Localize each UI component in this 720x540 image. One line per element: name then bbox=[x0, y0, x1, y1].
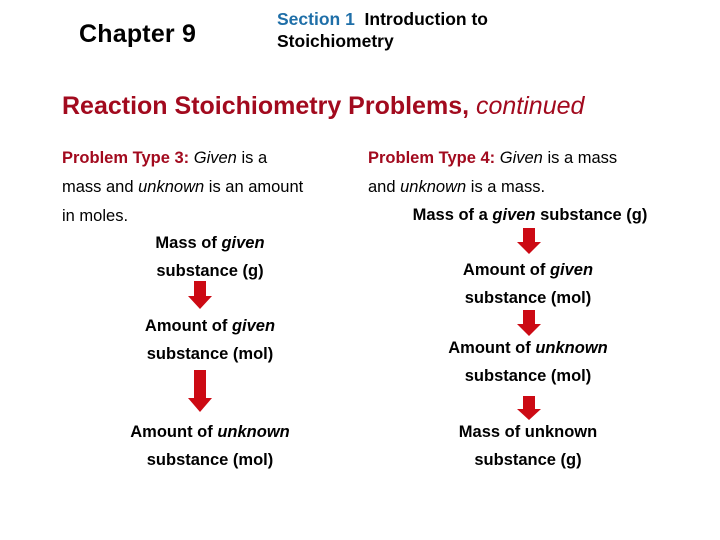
desc-text: is a mass. bbox=[466, 178, 546, 196]
right-step-3 bbox=[418, 334, 638, 390]
section-title-line1: Introduction to bbox=[364, 9, 488, 29]
step-text: substance (g) bbox=[535, 206, 648, 224]
step-text: Amount of bbox=[130, 423, 218, 441]
left-step-2 bbox=[100, 312, 320, 368]
step-emphasis: given bbox=[549, 261, 594, 279]
right-step-1 bbox=[380, 201, 680, 229]
step-text: substance (g) bbox=[474, 451, 582, 469]
step-emphasis: unknown bbox=[535, 339, 608, 357]
step-emphasis: given bbox=[231, 317, 276, 335]
step-text: Amount of bbox=[448, 339, 536, 357]
desc-text: mass and bbox=[62, 178, 139, 196]
section-heading bbox=[277, 8, 488, 52]
slide-title bbox=[62, 92, 584, 121]
step-text: Amount of bbox=[144, 317, 232, 335]
step-text: substance (mol) bbox=[146, 345, 274, 363]
left-step-3 bbox=[100, 418, 320, 474]
desc-text: is a mass bbox=[542, 149, 618, 167]
step-emphasis: given bbox=[221, 234, 265, 252]
chapter-label: Chapter 9 bbox=[79, 20, 197, 48]
down-arrow-icon bbox=[517, 228, 541, 254]
down-arrow-icon bbox=[517, 310, 541, 336]
problem-type-3-label: Problem Type 3: bbox=[62, 149, 190, 167]
slide-title-main: Reaction Stoichiometry Problems, bbox=[62, 92, 470, 120]
unknown-term: unknown bbox=[400, 178, 467, 196]
desc-text: in moles. bbox=[62, 207, 129, 225]
section-title-line2: Stoichiometry bbox=[277, 31, 394, 51]
desc-text: is an amount bbox=[204, 178, 304, 196]
problem-type-3-description bbox=[62, 144, 362, 231]
step-text: Mass of unknown bbox=[458, 423, 598, 441]
left-step-1 bbox=[110, 229, 310, 285]
step-text: substance (mol) bbox=[464, 289, 592, 307]
step-text: substance (mol) bbox=[146, 451, 274, 469]
section-number: Section 1 bbox=[277, 9, 355, 29]
right-step-2 bbox=[418, 256, 638, 312]
step-text: Amount of bbox=[462, 261, 550, 279]
slide-title-suffix: continued bbox=[476, 92, 585, 120]
down-arrow-icon bbox=[188, 281, 212, 309]
step-emphasis: given bbox=[492, 206, 536, 224]
problem-type-4-label: Problem Type 4: bbox=[368, 149, 496, 167]
step-emphasis: unknown bbox=[217, 423, 290, 441]
step-text: substance (g) bbox=[156, 262, 264, 280]
step-text: Mass of bbox=[155, 234, 222, 252]
given-term: Given bbox=[499, 149, 543, 167]
unknown-term: unknown bbox=[138, 178, 205, 196]
desc-text: is a bbox=[236, 149, 268, 167]
right-step-4 bbox=[418, 418, 638, 474]
step-text: substance (mol) bbox=[464, 367, 592, 385]
step-text: Mass of a bbox=[412, 206, 493, 224]
given-term: Given bbox=[193, 149, 237, 167]
desc-text: and bbox=[368, 178, 401, 196]
problem-type-4-description bbox=[368, 144, 688, 202]
down-arrow-icon bbox=[517, 396, 541, 420]
down-arrow-icon bbox=[188, 370, 212, 412]
